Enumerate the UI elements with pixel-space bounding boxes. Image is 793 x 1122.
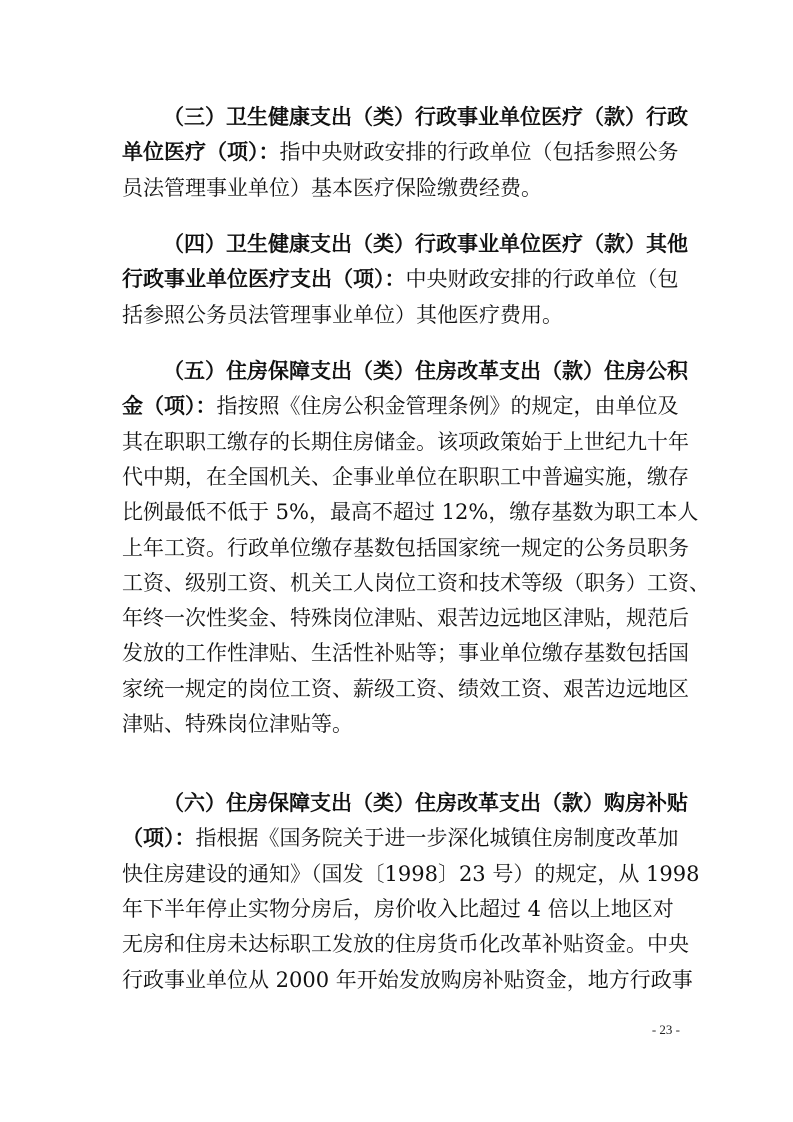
text-line xyxy=(122,928,689,960)
body-text: 中央财政安排的行政单位（包 xyxy=(405,267,679,292)
heading-text: （六）住房保障支出（类）住房改革支出（款）购房补贴 xyxy=(163,790,688,815)
text-line xyxy=(122,172,673,204)
body-text: 年终一次性奖金、特殊岗位津贴、艰苦边远地区津贴，规范后 xyxy=(122,606,689,631)
page-number: - 23 - xyxy=(651,1022,680,1037)
text-line xyxy=(163,355,688,387)
body-text: 括参照公务员法管理事业单位）其他医疗费用。 xyxy=(122,302,563,327)
text-line xyxy=(122,426,689,458)
heading-text: （项）： xyxy=(122,825,196,851)
text-line xyxy=(163,228,688,260)
body-text: 其在职职工缴存的长期住房储金。该项政策始于上世纪九十年 xyxy=(122,429,689,454)
text-line xyxy=(122,461,689,493)
body-text: 家统一规定的岗位工资、薪级工资、绩效工资、艰苦边远地区 xyxy=(122,676,689,701)
text-line xyxy=(122,602,689,634)
text-line xyxy=(122,637,689,669)
body-text: 快住房建设的通知》（国发〔1998〕23 号）的规定，从 1998 xyxy=(122,861,700,886)
body-text: 发放的工作性津贴、生活性补贴等；事业单位缴存基数包括国 xyxy=(122,641,689,666)
text-line xyxy=(163,787,688,819)
heading-text: （四）卫生健康支出（类）行政事业单位医疗（款）其他 xyxy=(163,231,688,256)
heading-text: 单位医疗（项）： xyxy=(122,139,280,165)
body-text: 指根据《国务院关于进一步深化城镇住房制度改革加 xyxy=(195,826,679,851)
body-text: 指按照《住房公积金管理条例》的规定，由单位及 xyxy=(216,394,679,419)
body-text: 代中期，在全国机关、企事业单位在职职工中普遍实施，缴存 xyxy=(122,464,689,489)
heading-text: （三）卫生健康支出（类）行政事业单位医疗（款）行政 xyxy=(163,104,688,129)
text-line xyxy=(122,299,673,331)
body-text: 年下半年停止实物分房后，房价收入比超过 4 倍以上地区对 xyxy=(122,896,674,921)
text-line xyxy=(122,263,679,295)
text-line xyxy=(122,136,679,168)
text-line xyxy=(122,708,673,740)
text-line xyxy=(163,101,688,133)
body-text: 工资、级别工资、机关工人岗位工资和技术等级（职务）工资、 xyxy=(122,570,710,595)
body-text: 比例最低不低于 5%，最高不超过 12%，缴存基数为职工本人 xyxy=(122,500,699,525)
heading-text: 金（项）： xyxy=(122,393,217,419)
body-text: 指中央财政安排的行政单位（包括参照公务 xyxy=(279,140,679,165)
text-line xyxy=(122,964,693,996)
body-text: 员法管理事业单位）基本医疗保险缴费经费。 xyxy=(122,175,542,200)
heading-text: （五）住房保障支出（类）住房改革支出（款）住房公积 xyxy=(163,358,688,383)
text-line xyxy=(122,390,679,422)
text-line xyxy=(122,567,710,599)
text-line xyxy=(122,496,699,528)
text-line xyxy=(122,893,673,925)
body-text: 津贴、特殊岗位津贴等。 xyxy=(122,712,353,736)
body-text: 上年工资。行政单位缴存基数包括国家统一规定的公务员职务 xyxy=(122,535,689,560)
text-line xyxy=(122,858,700,890)
text-line xyxy=(122,532,689,564)
heading-text: 行政事业单位医疗支出（项）： xyxy=(122,266,406,292)
body-text: 无房和住房未达标职工发放的住房货币化改革补贴资金。中央 xyxy=(122,932,689,957)
body-text: 行政事业单位从 2000 年开始发放购房补贴资金，地方行政事 xyxy=(122,967,693,992)
text-line xyxy=(122,673,689,705)
text-line xyxy=(122,822,679,854)
